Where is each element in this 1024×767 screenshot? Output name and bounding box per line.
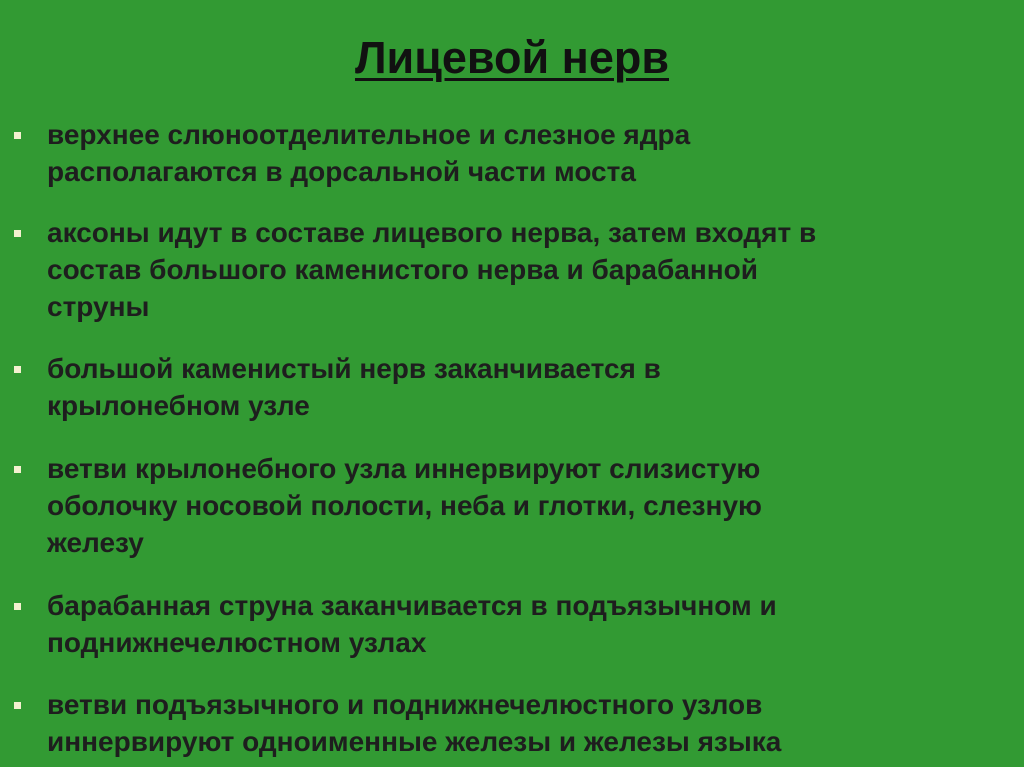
square-bullet-icon (14, 366, 21, 373)
bullet-text: ветви крылонебного узла иннервируют слизистую оболочку носовой полости, неба и глотки, слезную железу (47, 453, 762, 558)
square-bullet-icon (14, 230, 21, 237)
bullet-text: барабанная струна заканчивается в подъязычном и поднижнечелюстном узлах (47, 590, 777, 658)
slide-title-text: Лицевой нерв (354, 32, 669, 83)
square-bullet-icon (14, 466, 21, 473)
square-bullet-icon (14, 603, 21, 610)
bullet-text: верхнее слюноотделительное и слезное ядра располагаются в дорсальной части моста (47, 119, 691, 187)
square-bullet-icon (14, 132, 21, 139)
square-bullet-icon (14, 702, 21, 709)
bullet-text: ветви подъязычного и поднижнечелюстного узлов иннервируют одноименные железы и железы языка (47, 689, 782, 757)
bullet-text: аксоны идут в составе лицевого нерва, затем входят в состав большого каменистого нерва и барабанной струны (47, 217, 817, 322)
bullet-text: большой каменистый нерв заканчивается в крылонебном узле (47, 353, 661, 421)
